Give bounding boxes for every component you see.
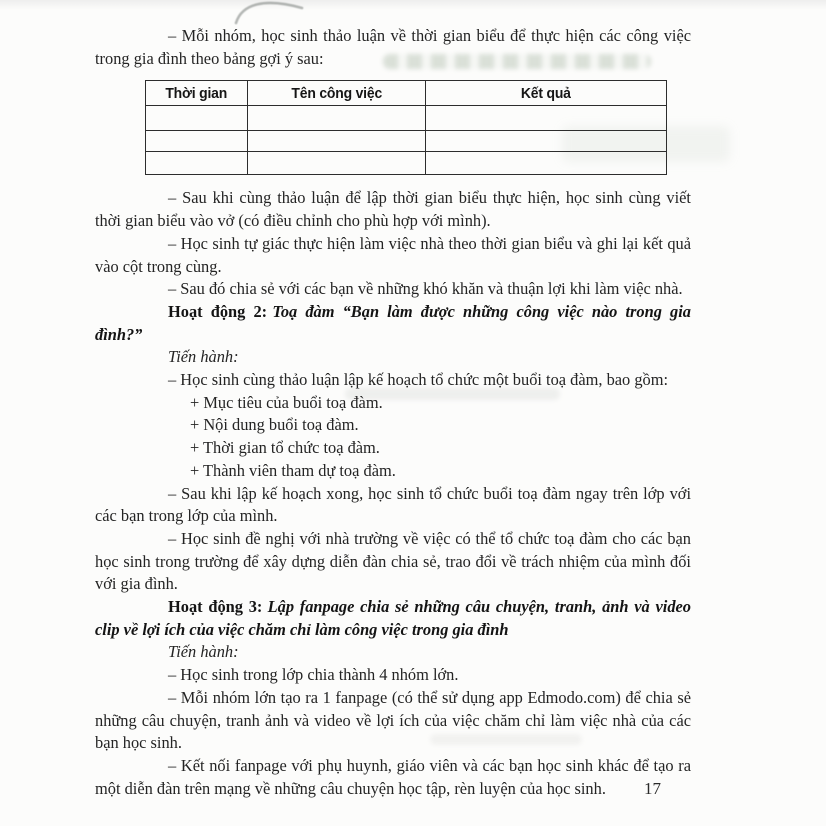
paragraph: – Mỗi nhóm lớn tạo ra 1 fanpage (có thể sử dụng app Edmodo.com) để chia sẻ những câu chuyện, tranh ảnh và video về lợi ích của việc chăm chỉ làm việc nhà của các bạn học sinh. [95,687,691,753]
column-header-task: Tên công việc [248,81,426,106]
schedule-suggestion-table [145,80,667,175]
table-header-row [146,81,667,106]
table-row [146,131,667,152]
proceed-label: Tiến hành: [168,642,239,662]
paragraph: – Sau khi lập kế hoạch xong, học sinh tổ chức buổi toạ đàm ngay trên lớp với các bạn trong lớp của mình. [95,483,691,526]
paragraph: – Sau đó chia sẻ với các bạn về những khó khăn và thuận lợi khi làm việc nhà. [168,279,683,299]
column-header-time: Thời gian [146,81,248,106]
list-item: + Thời gian tổ chức toạ đàm. [190,438,380,458]
page-number: 17 [644,779,661,798]
scan-edge-shadow [0,0,826,10]
proceed-label: Tiến hành: [168,347,239,367]
paragraph: – Sau khi cùng thảo luận để lập thời gian biểu thực hiện, học sinh cùng viết thời gian biểu vào vở (có điều chỉnh cho phù hợp với mình). [95,188,691,231]
table-cell [426,131,667,152]
table-cell [146,106,248,131]
activity-3-title: Lập fanpage chia sẻ những câu chuyện, tranh, ảnh và video clip về lợi ích của việc chăm chỉ làm công việc trong gia đình [95,597,691,639]
table-cell [426,106,667,131]
table-cell [248,152,426,175]
table-cell [248,131,426,152]
table-row [146,106,667,131]
text-block [95,25,691,800]
intro-paragraph: – Mỗi nhóm, học sinh thảo luận về thời gian biểu để thực hiện các công việc trong gia đình theo bảng gợi ý sau: [95,26,691,68]
list-item: + Nội dung buổi toạ đàm. [190,415,359,435]
list-item: + Thành viên tham dự toạ đàm. [190,460,396,480]
table-row [146,152,667,175]
paragraph: – Kết nối fanpage với phụ huynh, giáo viên và các bạn học sinh khác để tạo ra một diễn đàn trên mạng về những câu chuyện học tập, rèn luyện của học sinh. [95,755,691,798]
paragraph: – Học sinh tự giác thực hiện làm việc nhà theo thời gian biểu và ghi lại kết quả vào cột trong cùng. [95,233,691,276]
paragraph: – Học sinh cùng thảo luận lập kế hoạch tổ chức một buổi toạ đàm, bao gồm: [168,370,669,390]
activity-3-heading [95,596,691,641]
scan-ink-mark [228,0,310,25]
paragraph: – Học sinh trong lớp chia thành 4 nhóm lớn. [168,665,459,685]
paragraph: – Học sinh đề nghị với nhà trường về việc có thể tổ chức toạ đàm cho các bạn học sinh trong trường để xây dựng diễn đàn chia sẻ, trao đổi về trách nhiệm của mình đối với gia đình. [95,528,691,594]
list-item: + Mục tiêu của buổi toạ đàm. [190,392,383,412]
table-cell [426,152,667,175]
activity-2-title: Toạ đàm “Bạn làm được những công việc nào trong gia đình?” [95,301,691,344]
activity-2-heading [95,301,691,346]
table-cell [248,106,426,131]
column-header-result: Kết quả [426,81,667,106]
table-cell [146,131,248,152]
activity-2-label: Hoạt động 2: [168,301,268,321]
activity-3-label: Hoạt động 3: [168,597,263,617]
table-cell [146,152,248,175]
